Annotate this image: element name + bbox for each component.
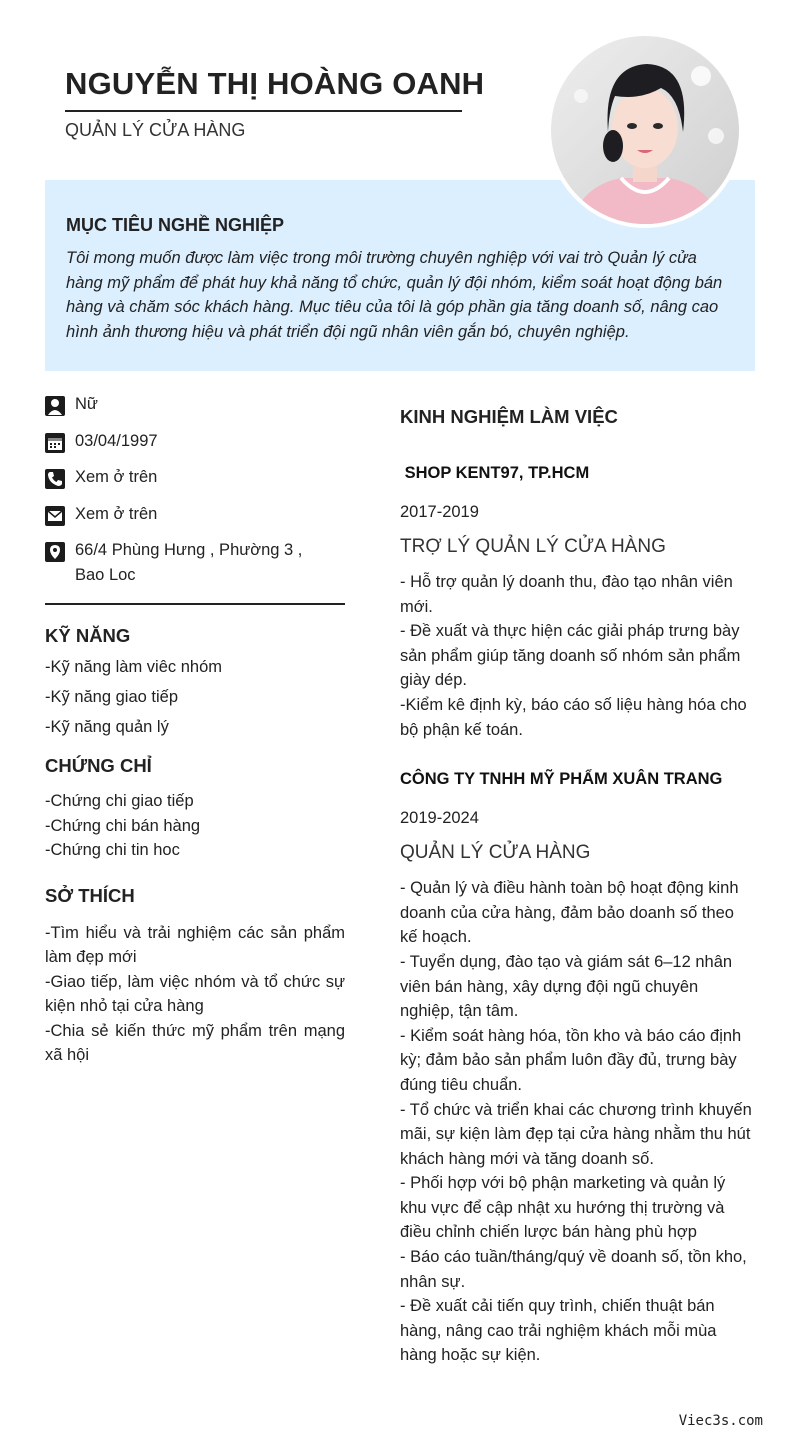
objective-text: Tôi mong muốn được làm việc trong môi trường chuyên nghiệp với vai trò Quản lý cửa hàng mỹ phẩm để phát huy khả năng tổ chức, quản lý đội nhóm, kiểm soát hoạt động bán hàng và chăm sóc khách hàng. Mục tiêu của tôi là góp phần gia tăng doanh số, nâng cao hình ảnh thương hiệu và phát triển đội ngũ nhân viên gắn bó, chuyên nghiệp. xyxy=(66,249,723,342)
certificate-item: -Chứng chi bán hàng xyxy=(45,816,201,835)
job-period: 2019-2024 xyxy=(400,809,479,828)
avatar xyxy=(551,36,739,224)
certificates-list xyxy=(45,789,345,863)
person-icon xyxy=(45,396,65,416)
job-entry xyxy=(400,464,755,742)
certificates-title: CHỨNG CHỈ xyxy=(45,755,152,776)
skill-item: -Kỹ năng giao tiếp xyxy=(45,688,179,706)
contact-birthday xyxy=(45,429,345,454)
hobbies-title: SỞ THÍCH xyxy=(45,884,135,906)
job-position: QUẢN LÝ CỬA HÀNG xyxy=(400,842,591,864)
job-duty: - Tổ chức và triển khai các chương trình khuyến mãi, sự kiện làm đẹp tại cửa hàng nhằm thu hút khách hàng mới và tăng doanh số. xyxy=(400,1100,752,1168)
skill-item: -Kỹ năng làm viêc nhóm xyxy=(45,658,222,676)
job-duty: - Tuyển dụng, đào tạo và giám sát 6–12 nhân viên bán hàng, xây dựng đội ngũ chuyên nghiệp, tận tâm. xyxy=(400,952,733,1021)
job-duty: - Kiểm soát hàng hóa, tồn kho và báo cáo định kỳ; đảm bảo sản phẩm luôn đầy đủ, trưng bày đúng tiêu chuẩn. xyxy=(400,1026,742,1094)
job-duty: - Đề xuất cải tiến quy trình, chiến thuật bán hàng, nâng cao trải nghiệm khách mỗi mùa hàng hoặc sự kiện. xyxy=(400,1297,717,1365)
phone-value: Xem ở trên xyxy=(75,468,158,486)
email-value: Xem ở trên xyxy=(75,504,158,523)
contact-email xyxy=(45,502,345,527)
job-duty: - Phối hợp với bộ phận marketing và quản lý khu vực để cập nhật xu hướng thị trường và điều chỉnh chiến lược bán hàng phù hợp xyxy=(400,1174,726,1242)
contact-address xyxy=(45,538,345,587)
contact-gender xyxy=(45,392,345,417)
left-column xyxy=(45,392,345,1068)
hobbies-list xyxy=(45,921,345,1068)
profile-photo xyxy=(547,32,743,228)
location-pin-icon xyxy=(45,542,65,562)
hobby-item: -Tìm hiểu và trải nghiệm các sản phẩm làm đẹp mới xyxy=(45,923,345,966)
job-duty: - Đề xuất và thực hiện các giải pháp trưng bày sản phẩm giúp tăng doanh số nhóm sản phẩm giày dép. xyxy=(400,622,741,690)
job-duties xyxy=(400,876,755,1368)
job-duty: -Kiểm kê định kỳ, báo cáo số liệu hàng hóa cho bộ phận kế toán. xyxy=(400,695,747,739)
skill-item: -Kỹ năng quản lý xyxy=(45,718,169,736)
skills-list xyxy=(45,658,345,737)
hobby-item: -Chia sẻ kiến thức mỹ phẩm trên mạng xã hội xyxy=(45,1021,345,1064)
certificate-item: -Chứng chi giao tiếp xyxy=(45,792,194,810)
birthday-value: 03/04/1997 xyxy=(75,431,158,450)
phone-icon xyxy=(45,469,65,489)
job-duties xyxy=(400,570,755,742)
job-duty: - Hỗ trợ quản lý doanh thu, đào tạo nhân viên mới. xyxy=(400,573,733,616)
experience-title: KINH NGHIỆM LÀM VIỆC xyxy=(400,406,618,427)
calendar-icon xyxy=(45,433,65,453)
candidate-name: NGUYỄN THỊ HOÀNG OANH xyxy=(65,66,462,112)
skills-title: KỸ NĂNG xyxy=(45,625,131,646)
address-value: 66/4 Phùng Hưng , Phường 3 , Bao Loc xyxy=(75,541,303,584)
job-entry xyxy=(400,770,755,1368)
envelope-icon xyxy=(45,506,65,526)
hobby-item: -Giao tiếp, làm việc nhóm và tổ chức sự kiện nhỏ tại cửa hàng xyxy=(45,972,345,1015)
job-position: TRỢ LÝ QUẢN LÝ CỬA HÀNG xyxy=(400,536,666,557)
candidate-role: QUẢN LÝ CỬA HÀNG xyxy=(65,120,246,140)
objective-title: MỤC TIÊU NGHỀ NGHIỆP xyxy=(66,215,285,235)
job-duty: - Quản lý và điều hành toàn bộ hoạt động kinh doanh của cửa hàng, đảm bảo doanh số theo kế hoạch. xyxy=(400,879,739,947)
footer-brand: Viec3s.com xyxy=(678,1413,763,1429)
job-period: 2017-2019 xyxy=(400,503,479,521)
job-company: SHOP KENT97, TP.HCM xyxy=(400,464,590,482)
job-company: CÔNG TY TNHH MỸ PHẨM XUÂN TRANG xyxy=(400,770,723,789)
gender-value: Nữ xyxy=(75,395,98,413)
section-divider xyxy=(45,603,345,605)
contact-phone xyxy=(45,465,345,490)
job-duty: - Báo cáo tuần/tháng/quý về doanh số, tồn kho, nhân sự. xyxy=(400,1248,747,1291)
experience-section xyxy=(400,406,755,1368)
certificate-item: -Chứng chi tin hoc xyxy=(45,841,180,859)
